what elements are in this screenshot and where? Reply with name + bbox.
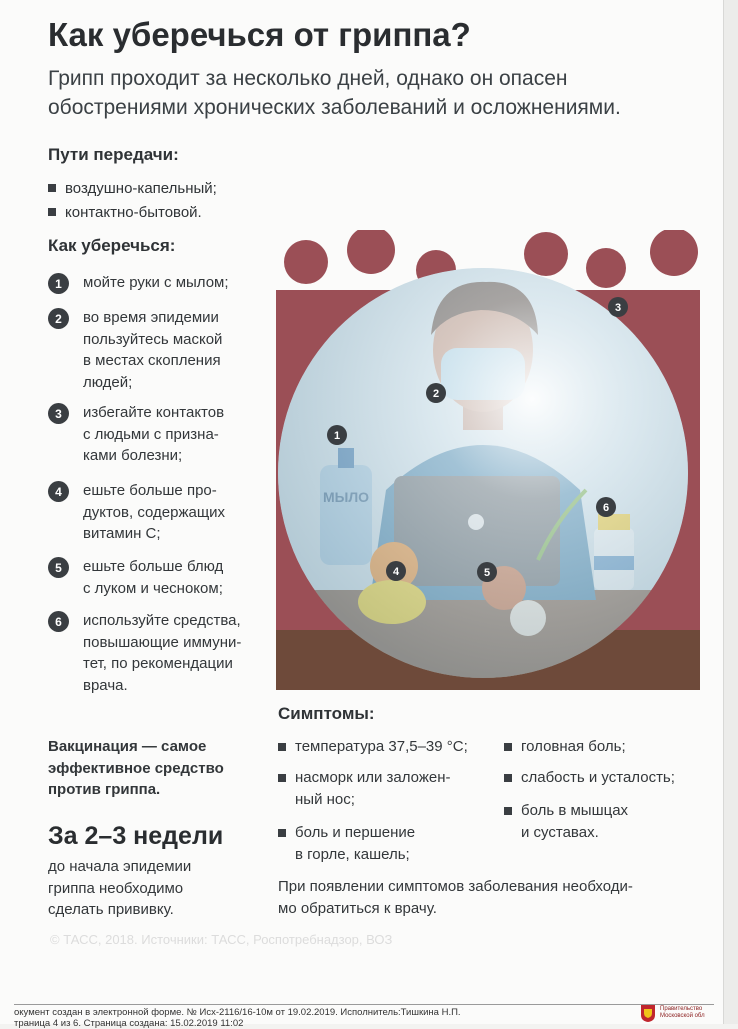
symptom-item: головная боль; bbox=[504, 736, 626, 758]
subtitle-line: обострениями хронических заболеваний и осложнениями. bbox=[48, 96, 621, 119]
step-text: используйте средства, повышающие иммуни- тет, по рекомендации врача. bbox=[83, 612, 242, 694]
transmission-heading: Пути передачи: bbox=[48, 145, 179, 164]
symptom-item: боль в мышцах и суставах. bbox=[504, 800, 628, 844]
marker-label: 2 bbox=[432, 388, 440, 400]
step-number-badge: 3 bbox=[48, 403, 69, 424]
marker-label: 4 bbox=[392, 566, 400, 578]
step-text: избегайте контактов с людьми с призна- ками болезни; bbox=[83, 404, 225, 464]
marker-label: 5 bbox=[483, 567, 491, 579]
bullet-square-icon bbox=[48, 208, 56, 216]
symptom-item: боль и першение в горле, кашель; bbox=[278, 822, 415, 866]
page-title: Как уберечься от гриппа? bbox=[48, 16, 471, 53]
weeks-text: до начала эпидемии гриппа необходимо сделать прививку. bbox=[48, 858, 192, 918]
subtitle-line: Грипп проходит за несколько дней, однако он опасен bbox=[48, 67, 568, 90]
bullet-square-icon bbox=[48, 184, 56, 192]
symptom-item: слабость и усталость; bbox=[504, 767, 675, 789]
step-text: мойте руки с мылом; bbox=[83, 274, 229, 291]
marker-label: 3 bbox=[614, 302, 622, 314]
step-text: ешьте больше блюд с луком и чесноком; bbox=[83, 558, 224, 597]
weeks-heading: За 2–3 недели bbox=[48, 822, 224, 850]
doctor-advice: При появлении симптомов заболевания необходи- мо обратиться к врачу. bbox=[278, 878, 633, 917]
bullet-square-icon bbox=[278, 829, 286, 837]
source-credit: © ТАСС, 2018. Источники: ТАСС, Роспотребнадзор, ВОЗ bbox=[50, 932, 393, 947]
symptoms-heading: Симптомы: bbox=[278, 704, 375, 723]
step-item bbox=[48, 480, 225, 545]
step-text: ешьте больше про- дуктов, содержащих витамин С; bbox=[83, 482, 226, 542]
government-logo-text: Правительство Московской обл bbox=[660, 1006, 705, 1019]
protection-heading: Как уберечься: bbox=[48, 236, 176, 255]
bubble-shine bbox=[278, 268, 688, 678]
step-item bbox=[48, 610, 241, 696]
marker-label: 6 bbox=[602, 502, 610, 514]
step-number-badge: 6 bbox=[48, 611, 69, 632]
step-item bbox=[48, 402, 224, 467]
bullet-square-icon bbox=[504, 774, 512, 782]
step-number-badge: 1 bbox=[48, 273, 69, 294]
step-item bbox=[48, 272, 229, 294]
bullet-square-icon bbox=[278, 774, 286, 782]
bullet-square-icon bbox=[504, 807, 512, 815]
symptom-item: температура 37,5–39 °С; bbox=[278, 736, 468, 758]
marker-label: 1 bbox=[333, 430, 341, 442]
transmission-list bbox=[48, 176, 217, 224]
step-text: во время эпидемии пользуйтесь маской в местах скопления людей; bbox=[83, 309, 223, 391]
government-emblem-icon bbox=[640, 1004, 656, 1023]
bullet-square-icon bbox=[504, 743, 512, 751]
subtitle bbox=[48, 64, 728, 122]
step-number-badge: 4 bbox=[48, 481, 69, 502]
step-number-badge: 5 bbox=[48, 557, 69, 578]
step-number-badge: 2 bbox=[48, 308, 69, 329]
step-item bbox=[48, 556, 223, 599]
vaccination-note: Вакцинация — самое эффективное средство против гриппа. bbox=[48, 738, 224, 798]
flu-protection-illustration bbox=[276, 230, 700, 690]
page-edge bbox=[723, 0, 738, 1024]
step-item bbox=[48, 307, 222, 393]
document-footer: окумент создан в электронной форме. № Исх-2116/16-10м от 19.02.2019. Исполнитель:Тишкина Н.П. траница 4 из 6. Страница создана: 15.02.2019 11:02 bbox=[14, 1007, 461, 1029]
footer-divider bbox=[14, 1004, 714, 1005]
list-item: воздушно-капельный; bbox=[48, 176, 217, 200]
symptom-item: насморк или заложен- ный нос; bbox=[278, 767, 451, 811]
bullet-square-icon bbox=[278, 743, 286, 751]
list-item: контактно-бытовой. bbox=[48, 200, 217, 224]
